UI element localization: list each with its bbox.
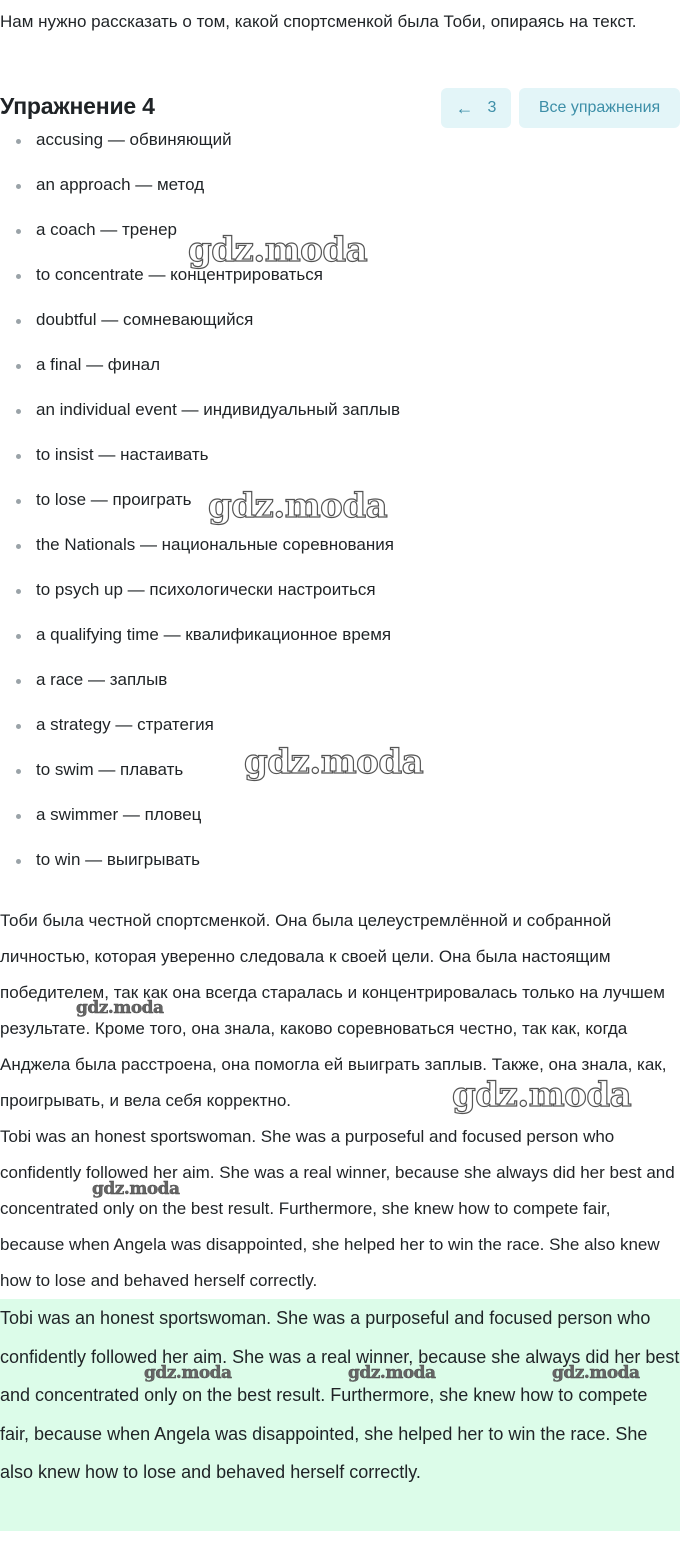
list-item: to insist — настаивать xyxy=(0,442,400,487)
list-item: to psych up — психологически настроиться xyxy=(0,577,400,622)
intro-text: Нам нужно рассказать о том, какой спортсменкой была Тоби, опираясь на текст. xyxy=(0,12,637,31)
list-item: to lose — проиграть xyxy=(0,487,400,532)
watermark: gdz.moda xyxy=(208,486,388,526)
list-item: a strategy — стратегия xyxy=(0,712,400,757)
list-item: a final — финал xyxy=(0,352,400,397)
russian-answer-text: Тоби была честной спортсменкой. Она была целеустремлённой и собранной личностью, которая уверенно следовала к своей цели. Она была настоящим победителем, так как она всегда старалась и концентрировалась только на лучшем результате. Кроме того, она знала, каково соревноваться честно, так как, когда Анджела была расстроена, она помогла ей выиграть заплыв. Также, она знала, как, проигрывать, и вела себя корректно. xyxy=(0,911,667,1110)
list-item: a swimmer — пловец xyxy=(0,802,400,847)
watermark: gdz.moda xyxy=(552,1363,640,1383)
list-item: a qualifying time — квалификационное время xyxy=(0,622,400,667)
all-exercises-button[interactable]: Все упражнения xyxy=(519,88,680,128)
watermark: gdz.moda xyxy=(92,1179,180,1199)
page-title: Упражнение 4 xyxy=(0,93,155,119)
english-answer-text: Tobi was an honest sportswoman. She was a purposeful and focused person who confidently followed her aim. She was a real winner, because she always did her best and concentrated only on the best result. Furthermore, she knew how to compete fair, because when Angela was disappointed, she helped her to win the race. She also knew how to lose and behaved herself correctly. xyxy=(0,1127,675,1290)
list-item: an approach — метод xyxy=(0,172,400,217)
watermark: gdz.moda xyxy=(76,998,164,1018)
list-item: an individual event — индивидуальный заплыв xyxy=(0,397,400,442)
list-item: to concentrate — концентрироваться xyxy=(0,262,400,307)
list-item: to win — выигрывать xyxy=(0,847,400,892)
vocabulary-list xyxy=(0,131,680,900)
arrow-left-icon: ← xyxy=(455,97,474,118)
watermark: gdz.moda xyxy=(452,1075,632,1115)
prev-exercise-label: 3 xyxy=(487,99,497,116)
list-item: a race — заплыв xyxy=(0,667,400,712)
prev-exercise-button[interactable] xyxy=(441,88,511,128)
answer-highlight-block: Tobi was an honest sportswoman. She was a purposeful and focused person who confidently followed her aim. She was a real winner, because she always did her best and concentrated only on the best result. Furthermore, she knew how to compete fair, because when Angela was disappointed, she helped her to win the race. She also knew how to lose and behaved herself correctly. xyxy=(0,1299,680,1531)
watermark: gdz.moda xyxy=(348,1363,436,1383)
list-item: to swim — плавать xyxy=(0,757,400,802)
list-item: accusing — обвиняющий xyxy=(0,131,400,172)
watermark: gdz.moda xyxy=(144,1363,232,1383)
watermark: gdz.moda xyxy=(188,230,368,270)
list-item: doubtful — сомневающийся xyxy=(0,307,400,352)
watermark: gdz.moda xyxy=(244,742,424,782)
list-item: a coach — тренер xyxy=(0,217,400,262)
list-item: the Nationals — национальные соревнования xyxy=(0,532,400,577)
